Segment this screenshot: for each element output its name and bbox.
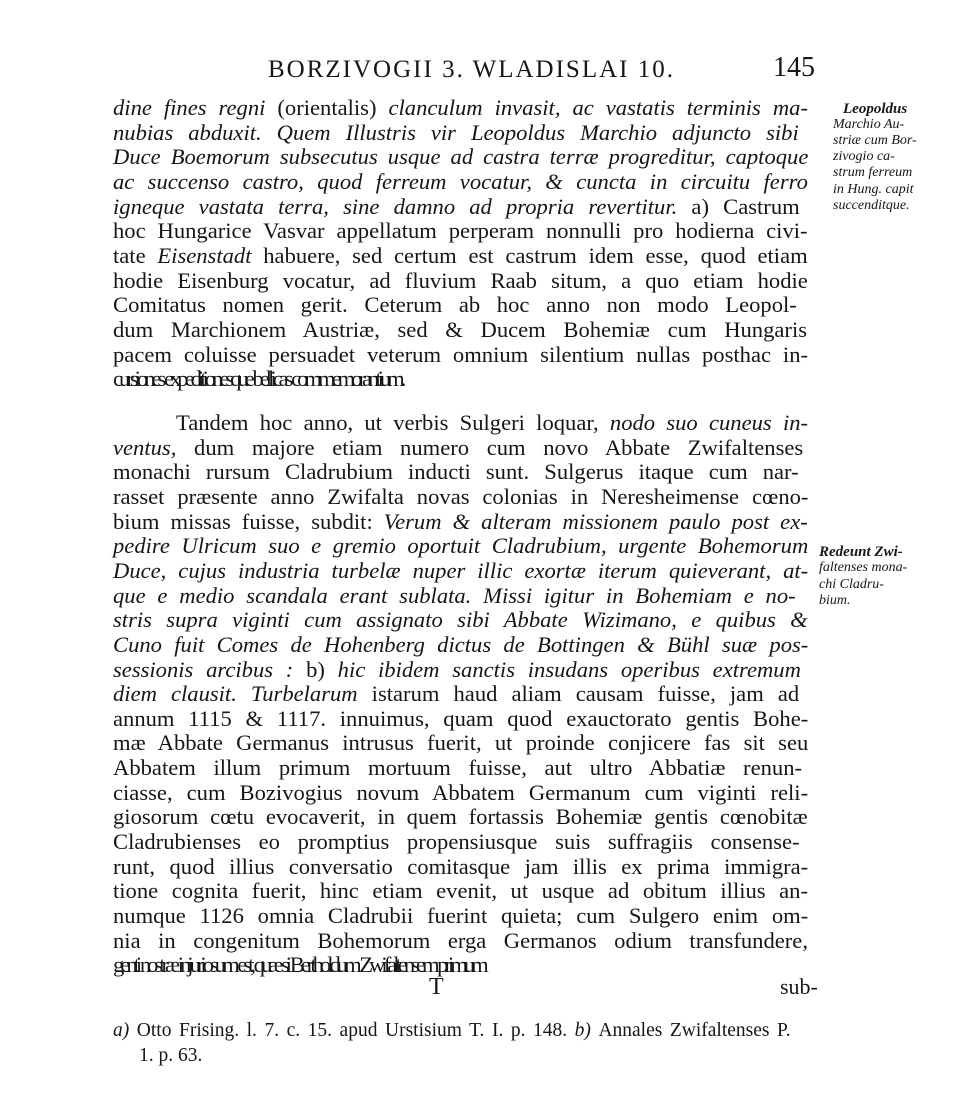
italic-run: a) bbox=[113, 1020, 137, 1041]
text-line bbox=[113, 269, 808, 293]
text-line bbox=[113, 682, 799, 706]
italic-run: Cuno fuit Comes de Hohenberg dictus de Bottingen & Bühl suæ pos- bbox=[113, 631, 809, 657]
italic-run: igneque vastata terra, sine damno ad propria revertitur. bbox=[113, 193, 692, 219]
text-run: tione cognita fuerit, hinc etiam evenit, ut usque ad obitum illius an- bbox=[113, 878, 809, 904]
text-line bbox=[113, 707, 808, 731]
text-line bbox=[113, 534, 808, 558]
text-run: annum 1115 & 1117. innuimus, quam quod exauctorato gentis Bohe- bbox=[113, 705, 809, 731]
italic-run: diem clausit. Turbelarum bbox=[113, 681, 358, 707]
italic-run: nodo suo cuneus in- bbox=[609, 410, 809, 435]
text-run: Abbatem illum primum mortuum fuisse, aut ultro Abbatiæ renun- bbox=[113, 755, 803, 781]
text-run: rasset præsente anno Zwifalta novas colonias in Neresheimense cœno- bbox=[113, 483, 809, 509]
text-run: Comitatus nomen gerit. Ceterum ab hoc anno non modo Leopol- bbox=[113, 292, 797, 318]
text-run: a) Castrum bbox=[691, 193, 800, 219]
text-run: 1. p. 63. bbox=[139, 1045, 203, 1066]
marginal-line: in Hung. capit bbox=[833, 181, 914, 197]
text-run: mæ Abbate Germanus intrusus fuerit, ut proinde conjicere fas sit seu bbox=[113, 730, 809, 756]
text-line bbox=[113, 559, 808, 583]
italic-run: Duce, cujus industria turbelæ nuper illic exortæ iterum quieverant, at- bbox=[113, 557, 809, 583]
text-run: numque 1126 omnia Cladrubii fuerint quieta; cum Sulgero enim om- bbox=[113, 903, 809, 928]
marginal-line: zivogio ca- bbox=[833, 149, 895, 165]
text-run: dum majore etiam numero cum novo Abbate Zwifaltenses bbox=[176, 434, 804, 460]
text-line bbox=[113, 830, 800, 854]
marginal-line: succenditque. bbox=[833, 197, 910, 213]
text-run: b) bbox=[306, 656, 338, 682]
text-run: ciasse, cum Bozivogius novum Abbatem Germanum cum viginti reli- bbox=[113, 779, 809, 805]
text-line bbox=[113, 96, 808, 120]
text-run: bium missas fuisse, subdit: bbox=[113, 508, 384, 534]
marginal-line: chi Cladru- bbox=[819, 576, 884, 592]
text-line bbox=[113, 460, 799, 484]
text-run: Cladrubienses eo promptius propensiusque suis suffragiis consense- bbox=[113, 829, 800, 855]
text-run: cursiones expeditionesque bellicas commemorantium. bbox=[113, 366, 403, 392]
text-line bbox=[113, 510, 808, 534]
text-line bbox=[113, 219, 808, 243]
text-line bbox=[113, 121, 799, 145]
text-line bbox=[113, 658, 801, 682]
text-run: tate bbox=[113, 242, 158, 268]
text-run: hoc Hungarice Vasvar appellatum perperam nonnulli pro hodierna civi- bbox=[113, 218, 808, 244]
text-line bbox=[113, 244, 808, 268]
text-line bbox=[113, 756, 802, 780]
text-line bbox=[113, 367, 402, 391]
page-number: 145 bbox=[773, 52, 815, 83]
text-run: giosorum cœtu evocaverit, in quem fortassis Bohemiæ gentis cœnobitæ bbox=[113, 804, 808, 830]
italic-run: clanculum invasit, ac vastatis terminis ma- bbox=[388, 95, 808, 120]
marginal-line: Redeunt Zwi- bbox=[819, 544, 903, 560]
signature-mark: T bbox=[429, 974, 444, 1000]
footnote-line bbox=[113, 1020, 791, 1042]
text-line bbox=[113, 633, 808, 657]
italic-run: b) bbox=[574, 1020, 599, 1041]
marginal-line: Marchio Au- bbox=[833, 117, 905, 133]
marginal-line: striæ cum Bor- bbox=[833, 133, 917, 149]
text-run: Otto Frising. l. 7. c. 15. apud Urstisium T. I. p. 148. bbox=[136, 1020, 575, 1041]
text-line bbox=[113, 781, 808, 805]
text-run: dum Marchionem Austriæ, sed & Ducem Bohemiæ cum Hungaris bbox=[113, 316, 808, 342]
marginal-line: bium. bbox=[819, 592, 851, 608]
text-line bbox=[113, 855, 808, 879]
italic-run: que e medio scandala erant sublata. Missi igitur in Bohemiam e no- bbox=[113, 582, 796, 608]
text-line bbox=[113, 879, 808, 903]
text-run: Annales Zwifaltenses P. bbox=[598, 1020, 791, 1041]
italic-run: ac succenso castro, quod ferreum vocatur, & cuncta in circuitu ferro bbox=[113, 168, 808, 194]
text-line bbox=[113, 343, 808, 367]
text-line bbox=[113, 145, 808, 169]
text-run: Tandem hoc anno, ut verbis Sulgeri loquar, bbox=[176, 410, 610, 435]
text-run: habuere, sed certum est castrum idem esse, quod etiam bbox=[251, 242, 808, 268]
italic-run: ventus, bbox=[113, 434, 177, 460]
catchword: sub- bbox=[780, 974, 818, 999]
italic-run: pedire Ulricum suo e gremio oportuit Cladrubium, urgente Bohemorum bbox=[113, 533, 809, 559]
marginal-line: Leopoldus bbox=[843, 101, 908, 117]
text-line bbox=[113, 805, 808, 829]
running-title: BORZIVOGII 3. WLADISLAI 10. bbox=[268, 56, 675, 83]
italic-run: Duce Boemorum subsecutus usque ad castra terræ progreditur, captoque bbox=[113, 144, 809, 170]
text-run: nia in congenitum Bohemorum erga Germanos odium transfundere, bbox=[113, 927, 808, 953]
text-run: genti nostræ injuriosum est, quæ si Bertholdum Zwifaltensem primum bbox=[113, 952, 485, 978]
marginal-line: strum ferreum bbox=[833, 165, 913, 181]
text-run: hodie Eisenburg vocatur, ad fluvium Raab situm, a quo etiam hodie bbox=[113, 267, 808, 293]
text-run: runt, quod illius conversatio comitasque jam illis ex prima immigra- bbox=[113, 853, 809, 879]
text-line bbox=[176, 411, 808, 435]
italic-run: hic ibidem sanctis insudans operibus extremum bbox=[337, 656, 801, 682]
italic-run: dine fines regni bbox=[113, 95, 278, 120]
text-line bbox=[113, 195, 800, 219]
italic-run: sessionis arcibus : bbox=[113, 656, 307, 682]
text-line bbox=[113, 731, 808, 755]
text-line bbox=[113, 929, 808, 953]
text-line bbox=[113, 293, 797, 317]
text-run: istarum haud aliam causam fuisse, jam ad bbox=[357, 681, 800, 707]
marginal-line: faltenses mona- bbox=[819, 560, 908, 576]
text-line bbox=[113, 485, 808, 509]
footnote-line bbox=[139, 1045, 202, 1067]
italic-run: nubias abduxit. Quem Illustris vir Leopoldus Marchio adjuncto sibi bbox=[113, 119, 799, 145]
italic-run: Verum & alteram missionem paulo post ex- bbox=[383, 508, 808, 534]
italic-run: stris supra viginti cum assignato sibi Abbate Wizimano, e quibus & bbox=[113, 607, 808, 633]
text-line bbox=[113, 436, 803, 460]
text-line bbox=[113, 608, 808, 632]
text-line bbox=[113, 318, 807, 342]
text-run: monachi rursum Cladrubium inducti sunt. Sulgerus itaque cum nar- bbox=[113, 459, 799, 485]
text-run: pacem coluisse persuadet veterum omnium silentium nullas posthac in- bbox=[113, 341, 809, 367]
text-line bbox=[113, 170, 808, 194]
text-line bbox=[113, 904, 808, 928]
text-line bbox=[113, 584, 796, 608]
text-run: (orientalis) bbox=[277, 95, 389, 120]
italic-run: Eisenstadt bbox=[157, 242, 252, 268]
